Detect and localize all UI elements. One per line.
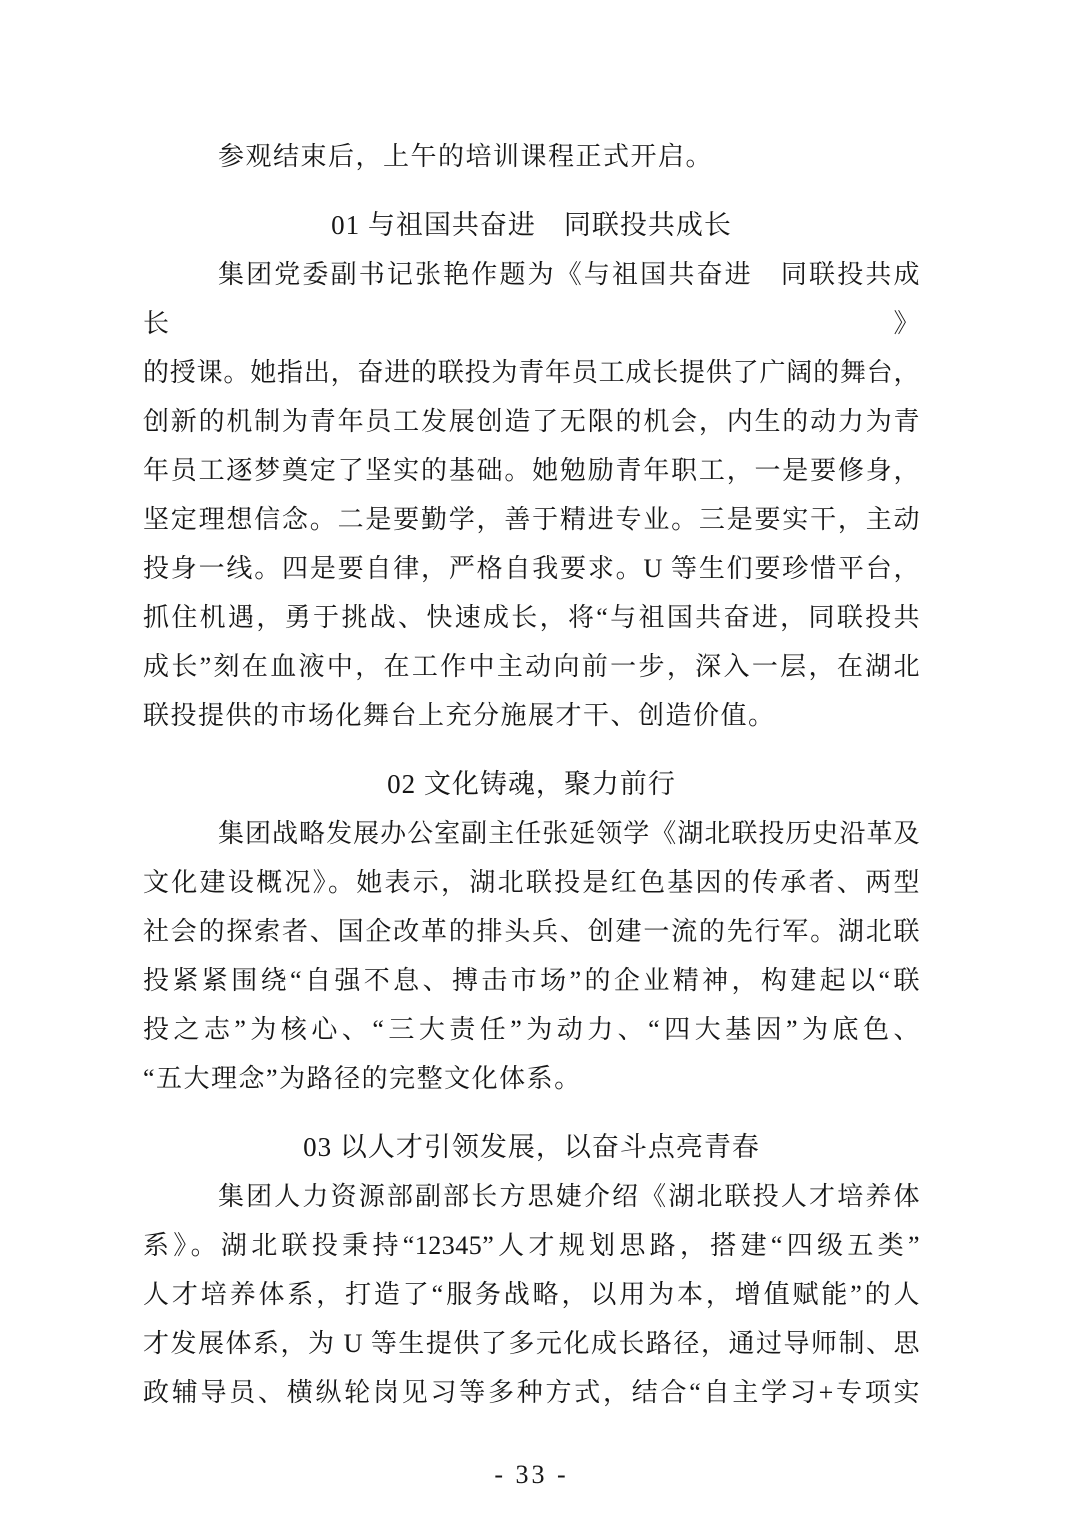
page-number: - 33 - [494,1460,569,1489]
paragraph-section-01 [143,250,920,740]
text-line: 政辅导员、横纵轮岗见习等多种方式，结合“自主学习+专项实 [143,1378,920,1407]
text-line: 文化建设概况》。她表示，湖北联投是红色基因的传承者、两型 [143,868,920,897]
paragraph-section-02 [143,809,920,1103]
text-line: 才发展体系，为 U 等生提供了多元化成长路径，通过导师制、思 [143,1329,920,1358]
text-line: 的授课。她指出，奋进的联投为青年员工成长提供了广阔的舞台， [143,358,920,387]
text-line: 系》。湖北联投秉持“12345”人才规划思路，搭建“四级五类” [143,1231,920,1260]
text-line: 人才培养体系，打造了“服务战略，以用为本，增值赋能”的人 [143,1280,920,1309]
section-heading-02: 02 文化铸魂，聚力前行 [387,769,676,799]
text-line: 抓住机遇，勇于挑战、快速成长，将“与祖国共奋进，同联投共 [143,603,920,632]
text-line: 创新的机制为青年员工发展创造了无限的机会，内生的动力为青 [143,407,920,436]
text-line: “五大理念”为路径的完整文化体系。 [143,1064,582,1093]
paragraph-section-03 [143,1172,920,1417]
text-line: 集团人力资源部副部长方思婕介绍《湖北联投人才培养体 [218,1182,920,1211]
text-line: 参观结束后，上午的培训课程正式开启。 [218,142,714,171]
text-line: 投之志”为核心、“三大责任”为动力、“四大基因”为底色、 [143,1015,920,1044]
text-line: 集团党委副书记张艳作题为《与祖国共奋进 同联投共成长》 [143,260,920,338]
text-line: 投身一线。四是要自律，严格自我要求。U 等生们要珍惜平台， [143,554,920,583]
section-heading-03: 03 以人才引领发展，以奋斗点亮青春 [303,1132,760,1162]
text-line: 社会的探索者、国企改革的排头兵、创建一流的先行军。湖北联 [143,917,920,946]
text-line: 集团战略发展办公室副主任张延领学《湖北联投历史沿革及 [218,819,920,848]
section-heading-01: 01 与祖国共奋进 同联投共成长 [331,210,732,240]
paragraph-intro [143,132,920,181]
text-line: 投紧紧围绕“自强不息、搏击市场”的企业精神，构建起以“联 [143,966,920,995]
text-line: 年员工逐梦奠定了坚实的基础。她勉励青年职工，一是要修身， [143,456,920,485]
text-line: 成长”刻在血液中，在工作中主动向前一步，深入一层，在湖北 [143,652,920,681]
text-line: 坚定理想信念。二是要勤学，善于精进专业。三是要实干，主动 [143,505,920,534]
text-line: 联投提供的市场化舞台上充分施展才干、创造价值。 [143,701,776,730]
